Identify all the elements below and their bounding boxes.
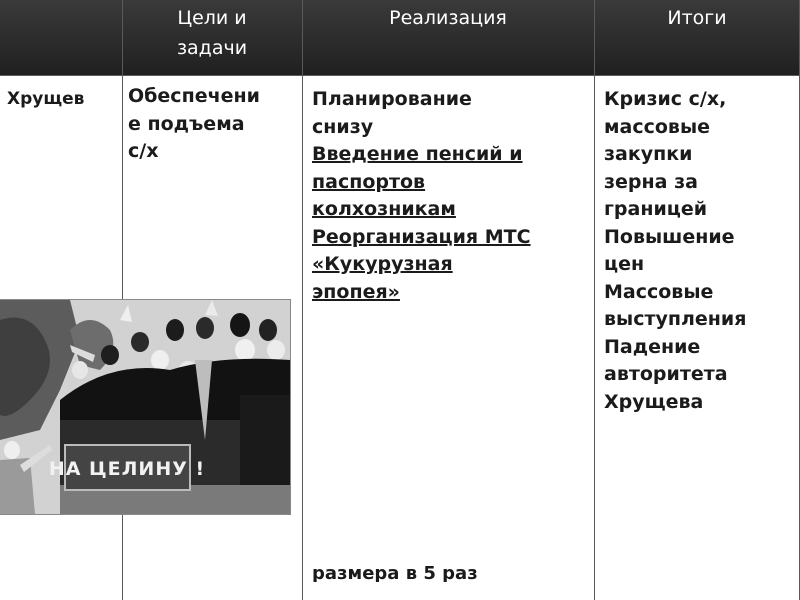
results-line: Массовые: [604, 280, 714, 303]
realization-item-corn: эпопея»: [312, 280, 400, 303]
person-figure: [4, 441, 20, 459]
realization-cell: [312, 86, 592, 306]
realization-line: снизу: [312, 115, 374, 138]
results-line: Хрущева: [604, 390, 704, 413]
header-goals: [122, 0, 302, 75]
row-name: Хрущев: [7, 89, 85, 109]
grid-line: [302, 0, 303, 600]
results-line: выступления: [604, 308, 747, 330]
banner-text: НА ЦЕЛИНУ !: [48, 458, 206, 480]
realization-cutoff-line: размера в 5 раз: [312, 563, 478, 582]
header-results: [594, 0, 800, 75]
goals-line: Обеспечени: [128, 85, 260, 107]
header-results-label: Итоги: [667, 7, 727, 29]
results-line: Падение: [604, 335, 701, 358]
realization-item-pensions: колхозникам: [312, 198, 456, 220]
results-line: массовые: [604, 115, 711, 138]
realization-item-mts: Реорганизация МТС: [312, 225, 531, 248]
header-realization: [302, 0, 594, 75]
realization-line: Планирование: [312, 88, 472, 110]
goals-line: е подъема: [128, 112, 245, 135]
results-line: Кризис с/х,: [604, 88, 727, 110]
results-cell: [604, 86, 796, 416]
goals-cell: [128, 83, 298, 166]
realization-item-pensions: паспортов: [312, 170, 426, 193]
results-line: закупки: [604, 143, 693, 165]
grid-line: [594, 0, 595, 600]
header-goals-label: Цели и задачи: [176, 7, 248, 59]
grid-line: [0, 75, 800, 76]
results-line: границей: [604, 198, 708, 220]
header-empty-cell: [0, 0, 122, 75]
realization-item-corn: «Кукурузная: [312, 253, 453, 275]
header-realization-label: Реализация: [389, 7, 507, 29]
results-line: цен: [604, 253, 645, 275]
goals-line: с/х: [128, 140, 159, 162]
results-line: зерна за: [604, 170, 698, 193]
results-line: Повышение: [604, 225, 735, 248]
realization-cutoff-text: [312, 560, 552, 582]
historical-photo: [0, 300, 290, 514]
results-line: авторитета: [604, 363, 728, 385]
realization-item-pensions: Введение пенсий и: [312, 143, 523, 165]
photo-illustration: [0, 300, 290, 514]
